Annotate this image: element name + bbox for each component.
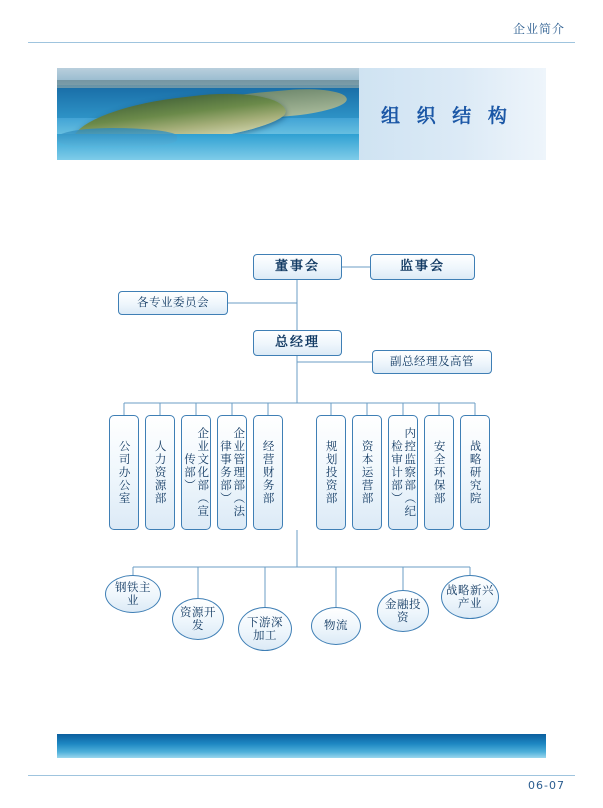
org-chart <box>0 175 603 695</box>
node-business-downstream[interactable]: 下游深加工 <box>238 607 292 651</box>
footer-band <box>57 734 546 758</box>
banner-title-panel <box>359 68 546 160</box>
node-dept-planning[interactable]: 规划投资部 <box>316 415 346 530</box>
org-chart-connectors <box>0 175 603 695</box>
node-dept-hr[interactable]: 人力资源部 <box>145 415 175 530</box>
node-dept-finance[interactable]: 经营财务部 <box>253 415 283 530</box>
node-business-emerging[interactable]: 战略新兴产业 <box>441 575 499 619</box>
node-dept-culture[interactable]: 企业文化部（宣传部） <box>181 415 211 530</box>
node-dept-capital[interactable]: 资本运营部 <box>352 415 382 530</box>
node-supervisor[interactable]: 监事会 <box>370 254 475 280</box>
node-dept-strategy-institute[interactable]: 战略研究院 <box>460 415 490 530</box>
node-business-resources[interactable]: 资源开发 <box>172 598 224 640</box>
node-dept-office[interactable]: 公司办公室 <box>109 415 139 530</box>
node-general-manager[interactable]: 总经理 <box>253 330 342 356</box>
page-number: 06-07 <box>528 779 565 792</box>
node-business-finance[interactable]: 金融投资 <box>377 590 429 632</box>
node-business-steel[interactable]: 钢铁主业 <box>105 575 161 613</box>
photo-shoreline <box>57 128 177 146</box>
banner-title-text: 组 织 结 构 <box>381 104 512 127</box>
node-business-logistics[interactable]: 物流 <box>311 607 361 645</box>
header-divider <box>28 42 575 43</box>
node-committees[interactable]: 各专业委员会 <box>118 291 228 315</box>
page-header-label: 企业简介 <box>512 22 565 36</box>
node-board[interactable]: 董事会 <box>253 254 342 280</box>
island-photo <box>57 68 359 160</box>
node-deputy-gm[interactable]: 副总经理及高管 <box>372 350 492 374</box>
node-dept-management[interactable]: 企业管理部（法律事务部） <box>217 415 247 530</box>
section-banner <box>57 68 546 160</box>
node-dept-safety[interactable]: 安全环保部 <box>424 415 454 530</box>
footer-divider <box>28 775 575 776</box>
node-dept-internal-control[interactable]: 内控监察部（纪检审计部） <box>388 415 418 530</box>
